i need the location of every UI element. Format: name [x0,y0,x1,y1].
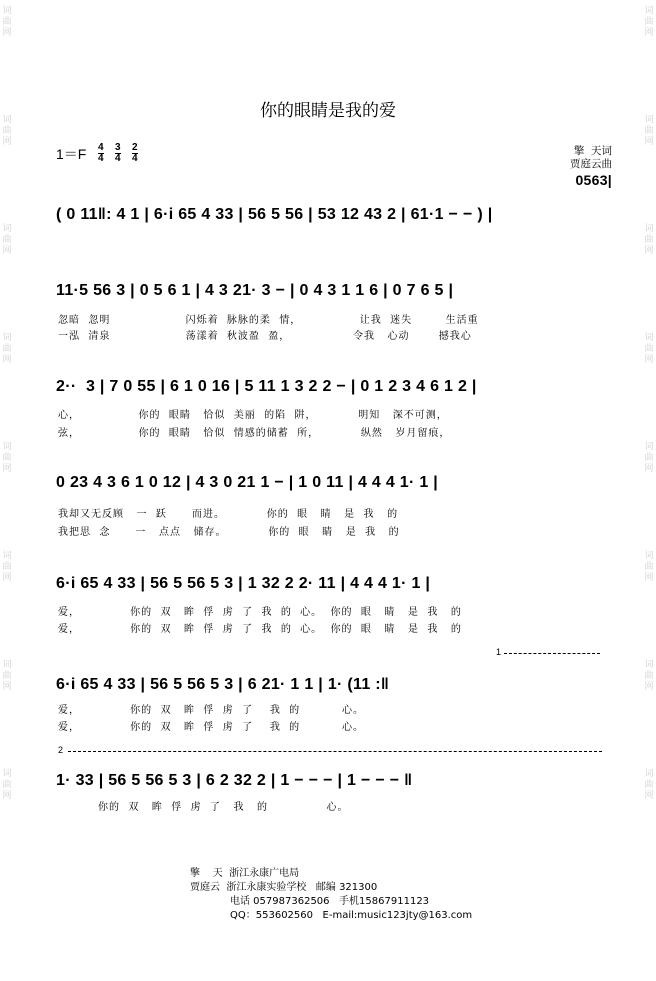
lyrics-system-2-verse-2: 一泓 清泉 荡漾着 秋波盈 盈， 令我 心动 撼我心 [58,331,472,342]
watermark-char: 网 [644,791,654,801]
left-watermark-strip [0,0,14,981]
watermark-glyph-group [642,769,656,802]
watermark-char: 曲 [2,344,12,354]
time-signature-4-4 [98,143,104,164]
lyrics-system-4-verse-1: 我却又无反顾 一 跃 而进。 你的 眼 睛 是 我 的 [58,509,399,520]
watermark-char: 网 [644,682,654,692]
watermark-char: 网 [644,464,654,474]
watermark-glyph-group [0,224,14,257]
watermark-char: 网 [644,246,654,256]
watermark-glyph-group [642,333,656,366]
score-system-2-notes: 11·5 56 3 | 0 5 6 1 | 4 3 21· 3 − | 0 4 3 1 1 6 | 0 7 6 5 | [56,282,454,299]
meter-bottom: 4 [115,153,121,164]
watermark-char: 词 [2,6,12,16]
watermark-char: 曲 [2,562,12,572]
score-system-7-notes: 1· 33 | 56 5 56 5 3 | 6 2 32 2 | 1 − − − | 1 − − − ‖ [56,772,413,789]
watermark-char: 网 [2,355,12,365]
watermark-char: 词 [644,333,654,343]
watermark-char: 曲 [2,17,12,27]
meter-top: 2 [132,142,138,153]
lyrics-system-6-verse-2: 爱， 你的 双 眸 俘 虏 了 我 的 心。 [58,722,364,733]
footer-line-lyricist: 擎 天 浙江永康广电局 [190,868,300,879]
watermark-char: 词 [644,442,654,452]
volta-1-label: 1 [496,647,502,657]
right-watermark-strip [642,0,656,981]
watermark-glyph-group [0,442,14,475]
volta-2-label: 2 [58,745,64,755]
song-title: 你的眼睛是我的爱 [260,101,396,121]
footer-line-contact: QQ：553602560 E-mail:music123jty@163.com [230,910,473,921]
watermark-char: 词 [2,333,12,343]
score-system-3-notes: 2·· 3 | 7 0 55 | 6 1 0 16 | 5 11 1 3 2 2 − | 0 1 2 3 4 6 1 2 | [56,378,477,395]
watermark-char: 曲 [644,235,654,245]
footer-line-composer: 贾庭云 浙江永康实验学校 邮编 321300 [190,882,378,893]
lyrics-system-2-verse-1: 忽暗 忽明 闪烁着 脉脉的柔 情， 让我 迷失 生活重 [58,315,479,326]
watermark-char: 网 [2,464,12,474]
watermark-char: 曲 [644,344,654,354]
score-system-4-notes: 0 23 4 3 6 1 0 12 | 4 3 0 21 1 − | 1 0 11 | 4 4 4 1· 1 | [56,474,439,491]
watermark-char: 词 [644,660,654,670]
lyrics-system-3-verse-1: 心， 你的 眼睛 恰似 美丽 的陷 阱， 明知 深不可测， [58,410,448,421]
score-system-1-notes: ( 0 11‖: 4 1 | 6·i 65 4 33 | 56 5 56 | 53 12 43 2 | 61·1 − − ) | [56,206,493,223]
watermark-char: 曲 [644,453,654,463]
watermark-char: 曲 [2,235,12,245]
watermark-glyph-group [0,769,14,802]
watermark-char: 词 [644,551,654,561]
time-signature-2-4 [132,143,138,164]
watermark-char: 词 [2,442,12,452]
watermark-char: 曲 [2,780,12,790]
key-signature: 1＝F [56,146,87,162]
watermark-glyph-group [642,660,656,693]
watermark-char: 曲 [644,671,654,681]
watermark-glyph-group [642,224,656,257]
meter-top: 4 [98,142,104,153]
lyricist-credit: 擎 天词 [573,145,612,157]
volta-1-bracket [504,653,600,654]
lyrics-system-6-verse-1: 爱， 你的 双 眸 俘 虏 了 我 的 心。 [58,705,364,716]
watermark-glyph-group [642,442,656,475]
watermark-char: 曲 [644,780,654,790]
watermark-char: 词 [2,660,12,670]
watermark-char: 网 [644,28,654,38]
watermark-char: 网 [2,573,12,583]
volta-2-bracket [68,751,602,752]
watermark-char: 曲 [2,453,12,463]
score-system-6-notes: 6·i 65 4 33 | 56 5 56 5 3 | 6 21· 1 1 | 1· (11 :‖ [56,676,390,693]
lyrics-system-5-verse-1: 爱， 你的 双 眸 俘 虏 了 我 的 心。 你的 眼 睛 是 我 的 [58,607,462,618]
watermark-char: 网 [2,28,12,38]
watermark-char: 曲 [2,126,12,136]
composer-credit: 贾庭云曲 [570,158,612,170]
watermark-char: 词 [644,6,654,16]
watermark-char: 网 [2,682,12,692]
lyrics-system-7: 你的 双 眸 俘 虏 了 我 的 心。 [98,802,349,813]
lyrics-system-5-verse-2: 爱， 你的 双 眸 俘 虏 了 我 的 心。 你的 眼 睛 是 我 的 [58,624,462,635]
watermark-glyph-group [0,333,14,366]
watermark-char: 网 [644,355,654,365]
watermark-char: 网 [2,791,12,801]
footer-line-phone: 电话 057987362506 手机15867911123 [230,896,430,907]
watermark-char: 词 [2,769,12,779]
watermark-char: 曲 [644,562,654,572]
meter-bottom: 4 [132,153,138,164]
watermark-char: 词 [644,224,654,234]
watermark-glyph-group [0,660,14,693]
time-signature-3-4 [115,143,121,164]
watermark-glyph-group [0,6,14,39]
watermark-char: 词 [644,769,654,779]
pickup-notes: 0563| [575,172,612,188]
meter-bottom: 4 [98,153,104,164]
watermark-char: 网 [644,137,654,147]
watermark-glyph-group [642,551,656,584]
watermark-glyph-group [642,6,656,39]
watermark-char: 词 [2,224,12,234]
watermark-char: 网 [2,246,12,256]
watermark-char: 词 [2,551,12,561]
score-system-5-notes: 6·i 65 4 33 | 56 5 56 5 3 | 1 32 2 2· 11 | 4 4 4 1· 1 | [56,575,431,592]
watermark-char: 网 [2,137,12,147]
watermark-char: 曲 [2,671,12,681]
watermark-char: 词 [644,115,654,125]
watermark-char: 网 [644,573,654,583]
meter-top: 3 [115,142,121,153]
watermark-char: 词 [2,115,12,125]
watermark-char: 曲 [644,126,654,136]
lyrics-system-3-verse-2: 弦， 你的 眼睛 恰似 情感的储蓄 所， 纵然 岁月留痕， [58,428,451,439]
watermark-glyph-group [0,551,14,584]
lyrics-system-4-verse-2: 我把思 念 一 点点 储存。 你的 眼 睛 是 我 的 [58,527,400,538]
watermark-char: 曲 [644,17,654,27]
